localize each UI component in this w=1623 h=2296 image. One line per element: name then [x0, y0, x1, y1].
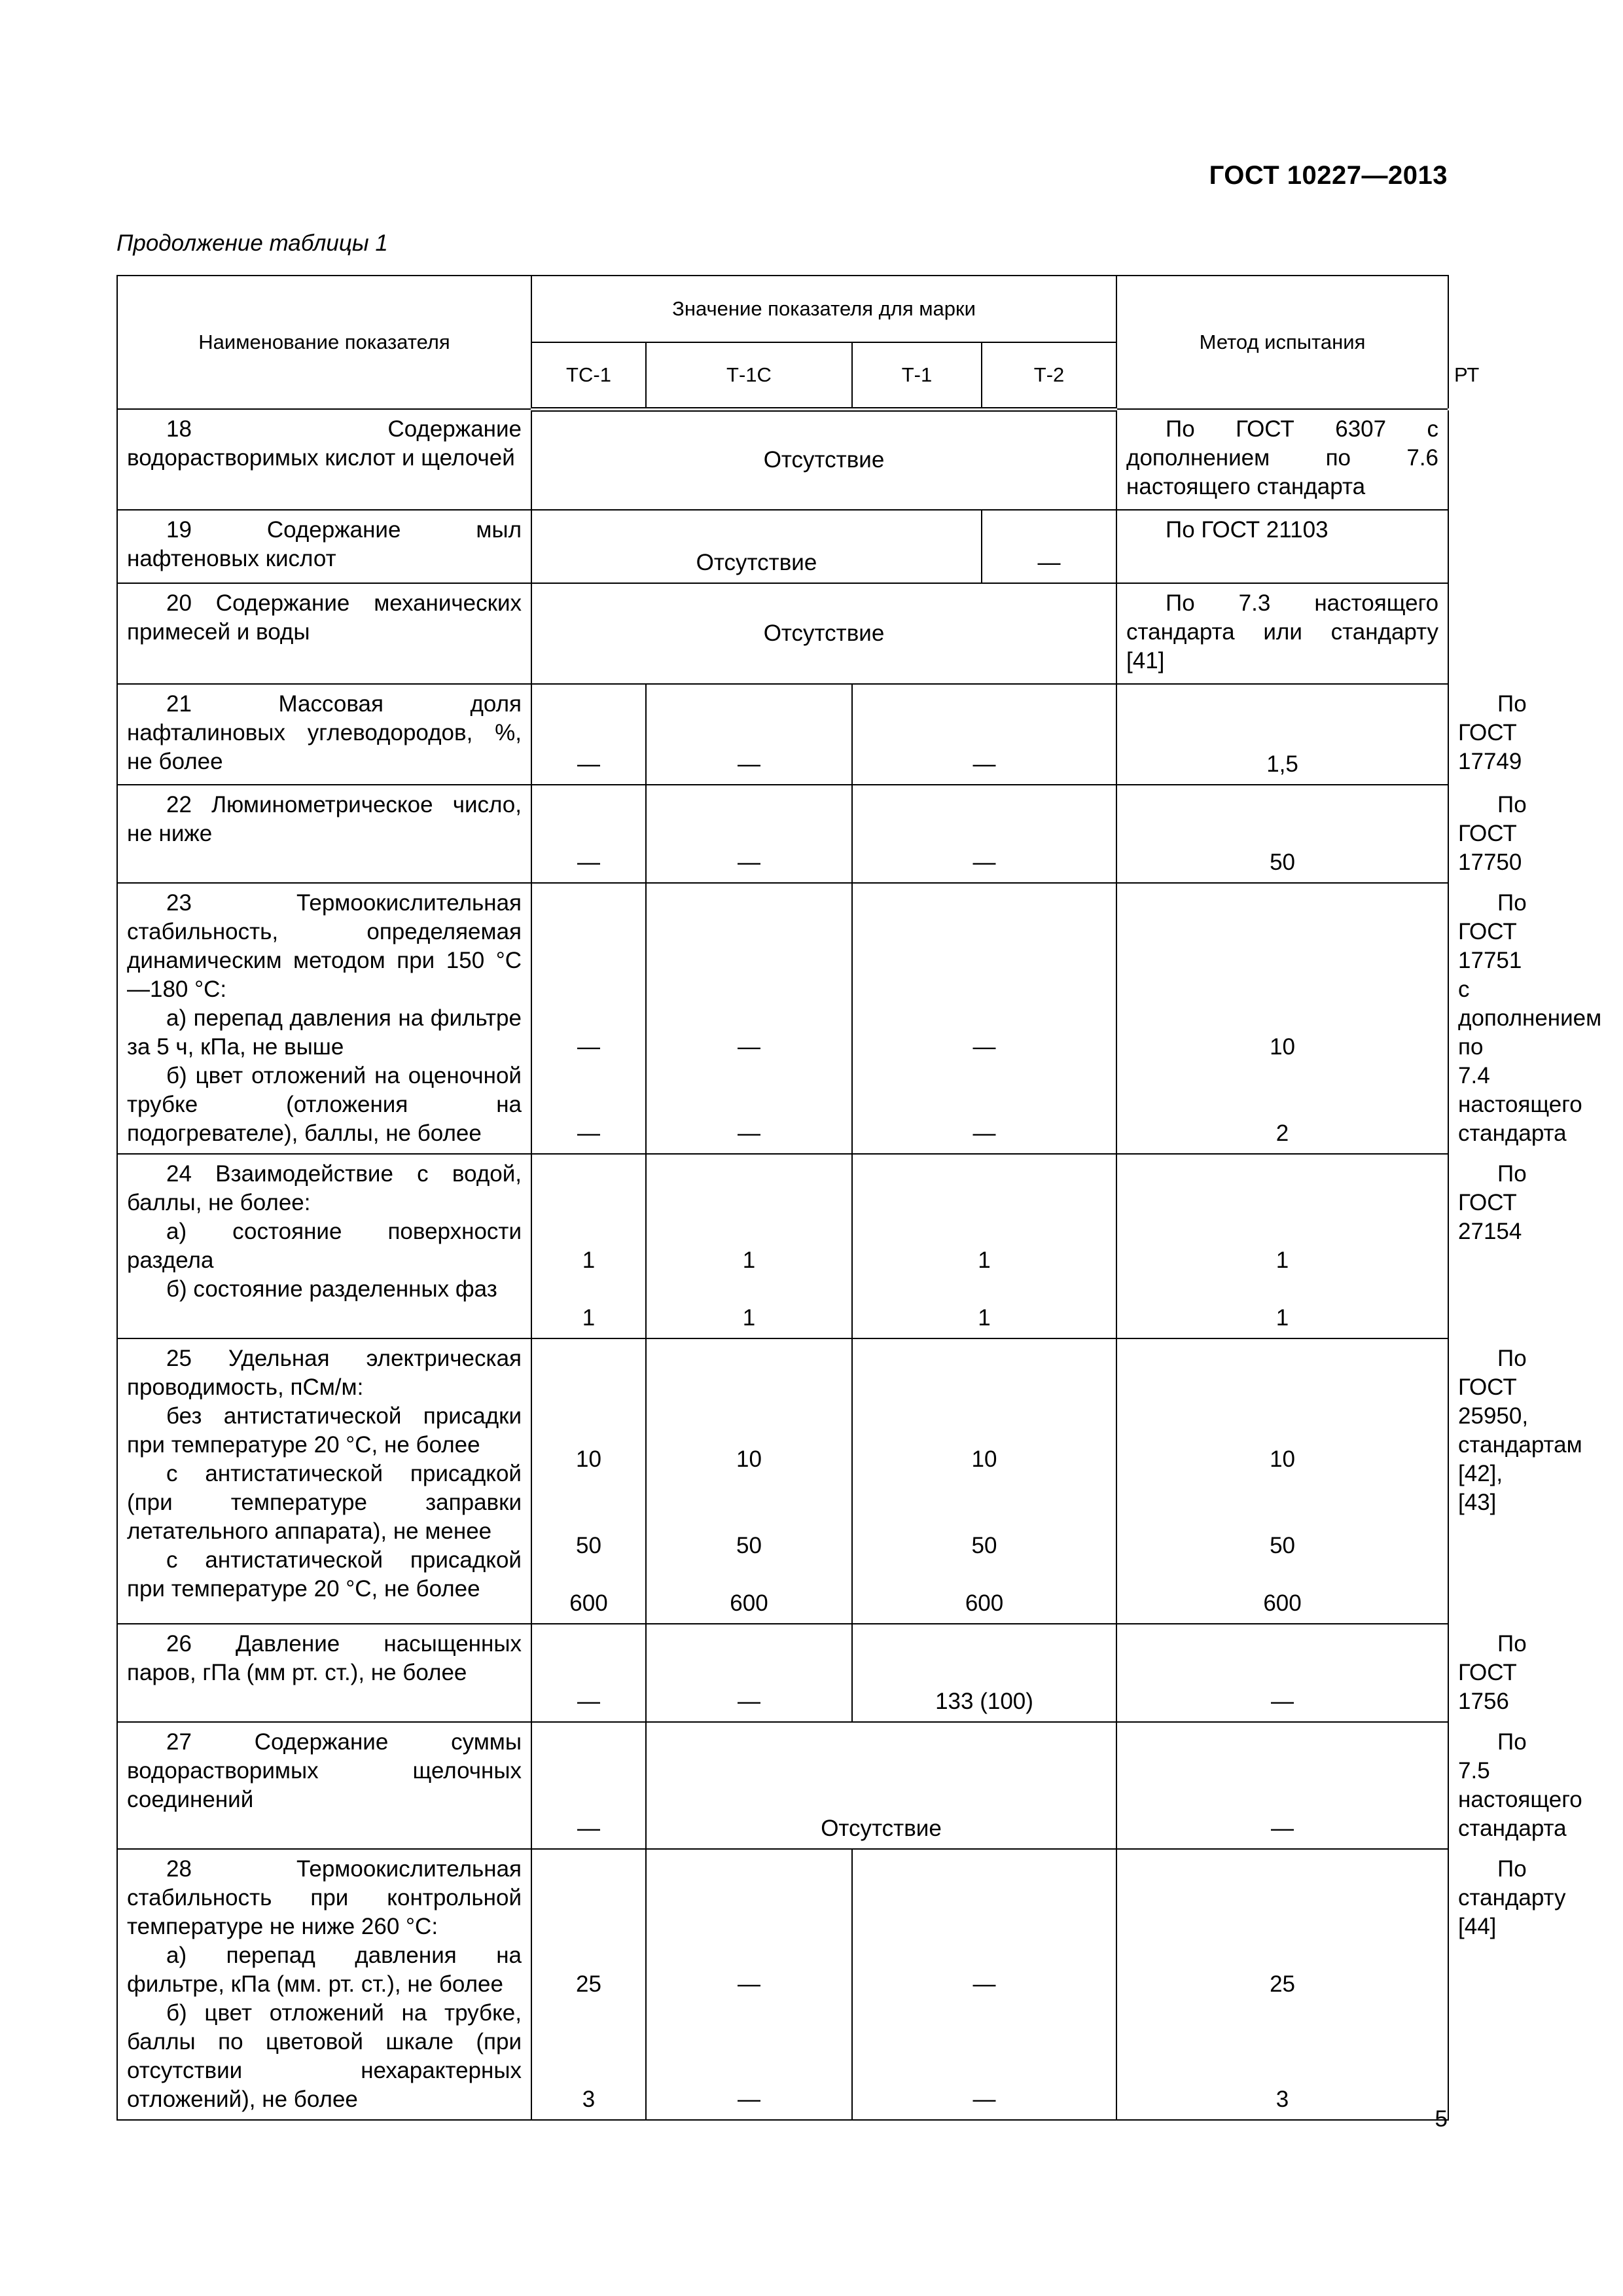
- table-row: 22 Люминометрическое число, не ниже — — — 50 По ГОСТ 17750: [117, 785, 1448, 883]
- table-row: 25 Удельная электрическая проводимость, пСм/м: без антистатической присадки при температуре 20 °С, не более с антистатической присадкой (при температуре заправки летательного аппарата), не менее с антистатической присадкой при температуре 20 °С, не более 10 50 600 10 50 600 10 50 600 10 50 600 По ГОСТ 25950, стандартам [42], [43]: [117, 1338, 1448, 1624]
- row-name: 22 Люминометрическое число, не ниже: [127, 792, 522, 846]
- row-value-ts1: —: [531, 1722, 646, 1849]
- row-value-ts1-b: 1: [582, 1305, 596, 1331]
- row-value-ts1-a: 10: [576, 1446, 601, 1472]
- row-value-ts1: —: [531, 1624, 646, 1722]
- row-subitem-b: б) состояние разделенных фаз: [166, 1276, 497, 1302]
- row-subitem-b: с антистатической присадкой (при температуре заправки летательного аппарата), не менее: [127, 1461, 522, 1544]
- header-test-method: Метод испытания: [1116, 276, 1448, 409]
- table-row: 23 Термоокислительная стабильность, определяемая динамическим методом при 150 °С—180 °С: а) перепад давления на фильтре за 5 ч, кПа, не выше б) цвет отложений на оценочной трубке (отложения на подогревателе), баллы, не более — — — — — — 10 2 По ГОСТ 17751 с дополнением по 7.4 настоящего стандарта: [117, 883, 1448, 1154]
- row-value-rt-a: 25: [1270, 1971, 1295, 1997]
- row-subitem-a: а) состояние поверхности раздела: [127, 1219, 522, 1273]
- row-name: 27 Содержание суммы водорастворимых щелочных соединений: [127, 1729, 522, 1812]
- row-name: 18 Содержание водорастворимых кислот и щелочей: [127, 416, 522, 471]
- row-value-rt-a: 10: [1270, 1446, 1295, 1472]
- header-indicator-name: Наименование показателя: [117, 276, 531, 409]
- row-value-ts1: —: [531, 684, 646, 785]
- table-row: 28 Термоокислительная стабильность при контрольной температуре не ниже 260 °С: а) перепад давления на фильтре, кПа (мм. рт. ст.), не более б) цвет отложений на трубке, баллы по цветовой шкале (при отсутствии нехарактерных отложений), не более 25 3 — — — — 25 3 По стандарту [44]: [117, 1849, 1448, 2120]
- row-value-rt-c: 600: [1263, 1590, 1302, 1616]
- row-value-t1-a: —: [972, 1971, 996, 1997]
- row-value-t1s-b: —: [738, 2087, 760, 2112]
- table-row: [117, 583, 1448, 684]
- row-value-t1s: —: [646, 684, 852, 785]
- table-row: 27 Содержание суммы водорастворимых щелочных соединений — Отсутствие — По 7.5 настоящего стандарта: [117, 1722, 1448, 1849]
- header-indicator-value: Значение показателя для марки: [531, 276, 1116, 342]
- row-value-rt-a: 10: [1270, 1034, 1295, 1060]
- row-name: 21 Массовая доля нафталиновых углеводородов, %, не более: [127, 691, 522, 774]
- row-value: Отсутствие: [646, 1722, 1116, 1849]
- specifications-table: Наименование показателя Значение показателя для марки Метод испытания ТС-1 Т-1С Т-1 Т-2 РТ 18 Содержание водорастворимых кислот и щелочей Отсутствие По ГОСТ 6307 с дополнением по 7.6 настоящего стандарта 19 Содержание мыл нафтеновых кислот Отсутствие — По ГОСТ 21103 20 Содержание механических примесей и воды Отсутствие По 7.3 настоящего стандарта или стандарту [41] 21 Массовая доля нафталиновых углеводородов, %, не более — — — 1,5 По ГОСТ 17749 22 Люминометрическое число, не ниже — — — 50 По ГОСТ 17750 23 Термоокислительная стабильность, определяемая динамическим методом при 150 °С—180 °С: а) перепад давления на фильтре за 5 ч, кПа, не выше б) цвет отложений на оценочной трубке (отложения на подогревателе), баллы, не более — — — — — — 10 2 По ГОСТ 17751 с дополнением по 7.4 настоящего стандарта 24 Взаимодействие с водой, баллы, не более: а) состояние поверхности раздела б) состояние разделенных фаз 1 1 1 1 1 1 1 1 По ГОСТ 27154 25 Удельная электрическая проводимость, пСм/м: без антистатической присадки при температуре 20 °С, не более с антистатической присадкой (при температуре заправки летательного аппарата), не менее с антистатической присадкой при температуре 20 °С, не более 10 50 600 10 50 600 10 50 600 10 50 600 По ГОСТ 25950, стандартам [42], [43] 26 Давление насыщенных паров, гПа (мм рт. ст.), не более — — 133 (100) — По ГОСТ 1756 27 Содержание суммы водорастворимых щелочных соединений — Отсутствие — По 7.5 настоящего стандарта 28 Термоокислительная стабильность при контрольной температуре не ниже 260 °С: а) перепад давления на фильтре, кПа (мм. рт. ст.), не более б) цвет отложений на трубке, баллы по цветовой шкале (при отсутствии нехарактерных отложений), не более 25 3 — — — — 25 3 По стандарту [44]: [116, 275, 1449, 2121]
- row-value-ts1-a: 25: [576, 1971, 601, 1997]
- grade-t1: Т-1: [852, 342, 982, 409]
- row-name: 24 Взаимодействие с водой, баллы, не более:: [127, 1161, 522, 1215]
- row-value-t1s-a: —: [738, 1971, 760, 1997]
- row-value-t1-a: 1: [978, 1247, 991, 1273]
- row-method: По 7.3 настоящего стандарта или стандарту [41]: [1126, 590, 1439, 673]
- row-value-ts1-a: 1: [582, 1247, 596, 1273]
- row-value-t1s: —: [646, 1624, 852, 1722]
- row-value-rt: —: [982, 510, 1116, 583]
- row-value-t1: —: [852, 684, 1116, 785]
- row-method: По ГОСТ 21103: [1166, 517, 1329, 543]
- row-value-t1s-b: 50: [736, 1533, 762, 1558]
- table-caption: Продолжение таблицы 1: [116, 230, 388, 256]
- row-value-rt-b: 1: [1275, 1305, 1289, 1331]
- row-subitem-a: а) перепад давления на фильтре, кПа (мм. рт. ст.), не более: [127, 1943, 522, 1997]
- row-name: 23 Термоокислительная стабильность, определяемая динамическим методом при 150 °С—180 °С:: [127, 890, 522, 1002]
- row-value-t1s-a: —: [738, 1034, 760, 1060]
- row-value-rt: 1,5: [1116, 684, 1448, 785]
- row-value-t1: —: [852, 785, 1116, 883]
- row-value-t1-c: 600: [965, 1590, 1004, 1616]
- row-value-rt-a: 1: [1275, 1247, 1289, 1273]
- page-number: 5: [1435, 2106, 1448, 2132]
- row-value-t1s: —: [646, 785, 852, 883]
- row-value-rt: —: [1116, 1624, 1448, 1722]
- row-value-rt-b: 50: [1270, 1533, 1295, 1558]
- row-value-t1-b: 50: [971, 1533, 997, 1558]
- row-value-t1s-a: 1: [742, 1247, 756, 1273]
- row-value-t1s-b: 1: [742, 1305, 756, 1331]
- row-value-rt-b: 2: [1275, 1121, 1289, 1146]
- row-value-t1-b: 1: [978, 1305, 991, 1331]
- grade-t2: Т-2: [982, 342, 1116, 409]
- row-name: 28 Термоокислительная стабильность при контрольной температуре не ниже 260 °С:: [127, 1856, 522, 1939]
- row-value-t1-a: 10: [971, 1446, 997, 1472]
- table-row: 21 Массовая доля нафталиновых углеводородов, %, не более — — — 1,5 По ГОСТ 17749: [117, 684, 1448, 785]
- table-row: [117, 510, 1448, 583]
- row-value-ts1-a: —: [577, 1034, 600, 1060]
- row-subitem-a: без антистатической присадки при температуре 20 °С, не более: [127, 1403, 522, 1458]
- row-name: 20 Содержание механических примесей и воды: [127, 590, 522, 645]
- row-value-rt: 50: [1116, 785, 1448, 883]
- row-name: 26 Давление насыщенных паров, гПа (мм рт. ст.), не более: [127, 1631, 522, 1685]
- row-value-ts1: —: [531, 785, 646, 883]
- table-row: 26 Давление насыщенных паров, гПа (мм рт. ст.), не более — — 133 (100) — По ГОСТ 1756: [117, 1624, 1448, 1722]
- row-value-t1-b: —: [972, 1121, 996, 1146]
- row-value-t1s-b: —: [738, 1121, 760, 1146]
- row-subitem-b: б) цвет отложений на оценочной трубке (отложения на подогревателе), баллы, не более: [127, 1063, 522, 1146]
- row-value-t1: 133 (100): [852, 1624, 1116, 1722]
- row-name: 25 Удельная электрическая проводимость, пСм/м:: [127, 1346, 522, 1400]
- row-value-ts1-b: 3: [582, 2087, 596, 2112]
- grade-t1s: Т-1С: [646, 342, 852, 409]
- row-name: 19 Содержание мыл нафтеновых кислот: [127, 517, 522, 571]
- row-subitem-c: с антистатической присадкой при температуре 20 °С, не более: [127, 1547, 522, 1602]
- row-value: Отсутствие: [531, 510, 982, 583]
- grade-ts1: ТС-1: [531, 342, 646, 409]
- row-value-t1s-a: 10: [736, 1446, 762, 1472]
- row-value-t1-a: —: [972, 1034, 996, 1060]
- row-value-t1s-c: 600: [730, 1590, 768, 1616]
- row-value-ts1-c: 600: [569, 1590, 608, 1616]
- row-subitem-b: б) цвет отложений на трубке, баллы по цветовой шкале (при отсутствии нехарактерных отложений), не более: [127, 2000, 522, 2112]
- row-value-rt-b: 3: [1275, 2087, 1289, 2112]
- row-value-ts1-b: —: [577, 1121, 600, 1146]
- row-value: Отсутствие: [531, 583, 1116, 684]
- row-subitem-a: а) перепад давления на фильтре за 5 ч, кПа, не выше: [127, 1005, 522, 1060]
- table-row: [117, 409, 1448, 510]
- row-value-t1-b: —: [972, 2087, 996, 2112]
- row-value: Отсутствие: [531, 409, 1116, 510]
- row-value-ts1-b: 50: [576, 1533, 601, 1558]
- row-value-rt: —: [1116, 1722, 1448, 1849]
- row-method: По ГОСТ 6307 с дополнением по 7.6 настоящего стандарта: [1126, 416, 1439, 499]
- table-row: 24 Взаимодействие с водой, баллы, не более: а) состояние поверхности раздела б) состояние разделенных фаз 1 1 1 1 1 1 1 1 По ГОСТ 27154: [117, 1154, 1448, 1338]
- standard-number: ГОСТ 10227—2013: [1209, 161, 1448, 190]
